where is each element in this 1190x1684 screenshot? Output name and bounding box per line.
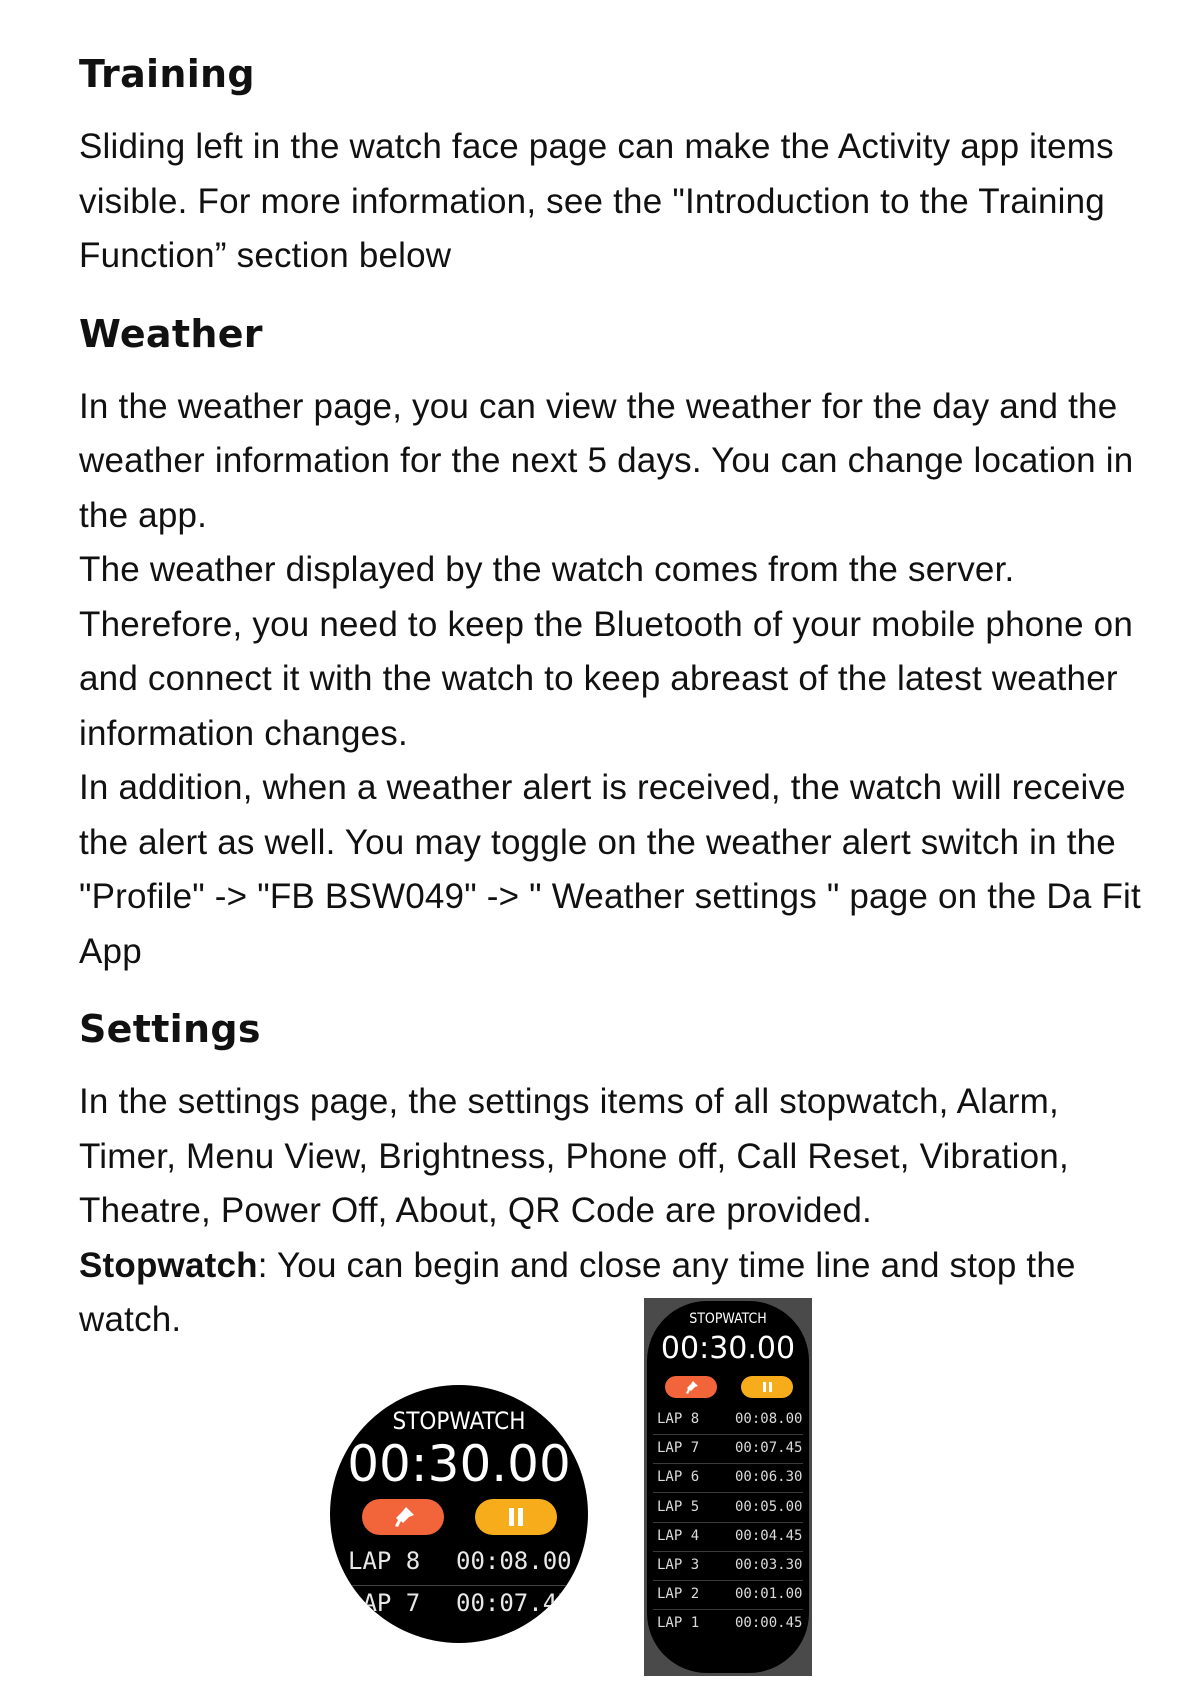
lap-label: LAP 4	[657, 1527, 700, 1544]
tall-watch-display	[647, 1301, 809, 1673]
lap-value: 00:01.00	[735, 1586, 803, 1603]
round-watch-screen	[330, 1385, 588, 1643]
lap-value: 00:08.00	[735, 1411, 803, 1427]
lap-value: 00:07.45	[735, 1440, 803, 1457]
round-watch-lap-row	[348, 1547, 574, 1575]
tall-watch-lap-row	[657, 1528, 805, 1544]
lap-label: LAP 1	[657, 1615, 700, 1632]
tall-watch-lap-row	[657, 1586, 805, 1602]
lap-label: LAP 7	[657, 1440, 700, 1457]
tall-watch-lap-row	[657, 1499, 805, 1515]
weather-paragraph-1: In the weather page, you can view the weather for the day and the weather information for the next 5 days. You can change location in the app.	[79, 386, 1134, 535]
tall-watch-lap-row	[657, 1440, 805, 1456]
pin-icon	[665, 1376, 717, 1398]
lap-label: LAP 5	[657, 1498, 700, 1515]
weather-paragraph-3: In addition, when a weather alert is received, the watch will receive the alert as well. You may toggle on the weather alert switch in the "Profile" -> "FB BSW049" -> " Weather settings " page on the Da Fit App	[79, 768, 1141, 971]
round-watch-title: STOPWATCH	[392, 1407, 526, 1435]
lap-value: 00:04.45	[735, 1527, 803, 1544]
row-divider	[653, 1580, 803, 1581]
pause-icon	[741, 1376, 793, 1398]
row-divider	[340, 1585, 578, 1586]
lap-value: 00:00.45	[735, 1615, 803, 1632]
pin-icon	[362, 1499, 444, 1535]
round-watch-lap-button	[362, 1499, 444, 1535]
lap-label: LAP 8	[657, 1411, 700, 1427]
lap-label: LAP 8	[348, 1547, 421, 1575]
weather-heading: Weather	[79, 311, 263, 356]
row-divider	[653, 1551, 803, 1552]
lap-value: 00:08.00	[456, 1547, 572, 1575]
lap-value: 00:05.00	[735, 1498, 803, 1515]
stopwatch-text: : You can begin and close any time line and stop the watch.	[79, 1245, 1076, 1339]
round-watch-time: 00:30.00	[347, 1435, 571, 1493]
row-divider	[653, 1492, 803, 1493]
tall-watch-lap-button	[665, 1376, 717, 1398]
tall-watch-time: 00:30.00	[660, 1331, 796, 1366]
lap-value: 00:03.30	[735, 1557, 803, 1573]
lap-value: 00:06.30	[735, 1469, 803, 1486]
row-divider	[653, 1609, 803, 1610]
tall-watch-screen	[644, 1298, 812, 1676]
row-divider	[653, 1522, 803, 1523]
weather-paragraph-2: The weather displayed by the watch comes from the server. Therefore, you need to keep the Bluetooth of your mobile phone on and connect it with the watch to keep abreast of the latest weather information changes.	[79, 550, 1133, 753]
training-body: Sliding left in the watch face page can make the Activity app items visible. For more information, see the "Introduction to the Training Function” section below	[79, 127, 1114, 275]
tall-watch-pause-button	[741, 1376, 793, 1398]
row-divider	[653, 1434, 803, 1435]
round-watch-lap-row	[348, 1589, 574, 1617]
lap-label: LAP 6	[657, 1469, 700, 1486]
pause-icon	[475, 1499, 557, 1535]
settings-paragraph-1: In the settings page, the settings items of all stopwatch, Alarm, Timer, Menu View, Brightness, Phone off, Call Reset, Vibration, Theatre, Power Off, About, QR Code are provided.	[79, 1082, 1069, 1230]
settings-heading: Settings	[79, 1007, 261, 1051]
round-watch-pause-button	[475, 1499, 557, 1535]
row-divider	[653, 1463, 803, 1464]
tall-watch-lap-row	[657, 1469, 805, 1485]
lap-value: 00:07.45	[456, 1589, 572, 1617]
tall-watch-lap-row	[657, 1557, 805, 1573]
tall-watch-title: STOPWATCH	[689, 1311, 767, 1327]
tall-watch-lap-row	[657, 1615, 805, 1631]
stopwatch-term: Stopwatch	[79, 1245, 258, 1285]
lap-label: LAP 3	[657, 1557, 700, 1573]
training-heading: Training	[79, 52, 255, 96]
lap-label: LAP 2	[657, 1586, 700, 1603]
document-page	[79, 46, 1159, 1348]
tall-watch-lap-row	[657, 1411, 805, 1427]
stopwatch-paragraph	[79, 1239, 1159, 1348]
lap-label: LAP 7	[348, 1589, 421, 1617]
